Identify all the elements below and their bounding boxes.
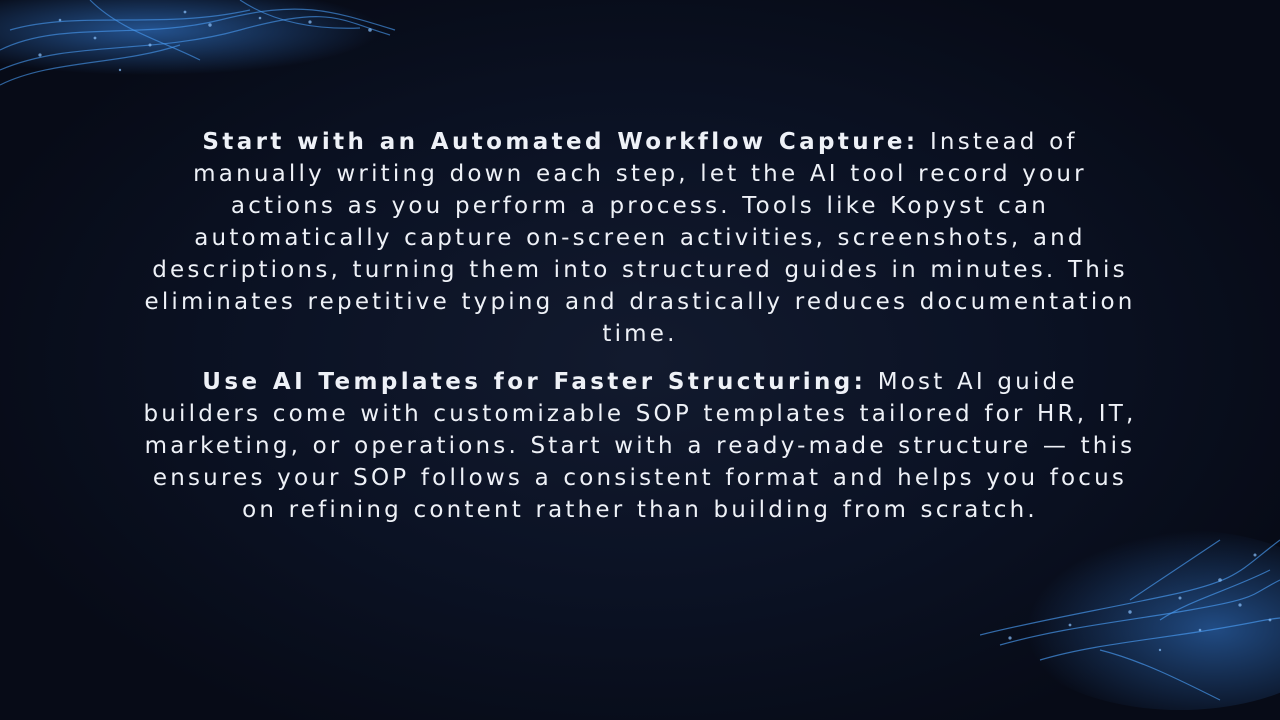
- paragraph-heading: Use AI Templates for Faster Structuring:: [202, 369, 867, 395]
- paragraph-heading: Start with an Automated Workflow Capture:: [202, 129, 919, 155]
- paragraph-body: Instead of manually writing down each step, let the AI tool record your actions as you perform a process. Tools like Kopyst can automatically capture on-screen activities, screenshots, and descriptions, turning them into structured guides in minutes. This eliminates repetitive typing and drastically reduces documentation time.: [144, 129, 1136, 347]
- glow-particles-bottom-right: [980, 500, 1280, 720]
- text-block: [140, 126, 1140, 526]
- glow-particles-top-left: [0, 0, 420, 110]
- paragraph-workflow-capture: [140, 126, 1140, 350]
- paragraph-body: Most AI guide builders come with customizable SOP templates tailored for HR, IT, marketing, or operations. Start with a ready-made structure — this ensures your SOP follows a consistent format and helps you focus on refining content rather than building from scratch.: [143, 369, 1137, 523]
- paragraph-ai-templates: [140, 366, 1140, 526]
